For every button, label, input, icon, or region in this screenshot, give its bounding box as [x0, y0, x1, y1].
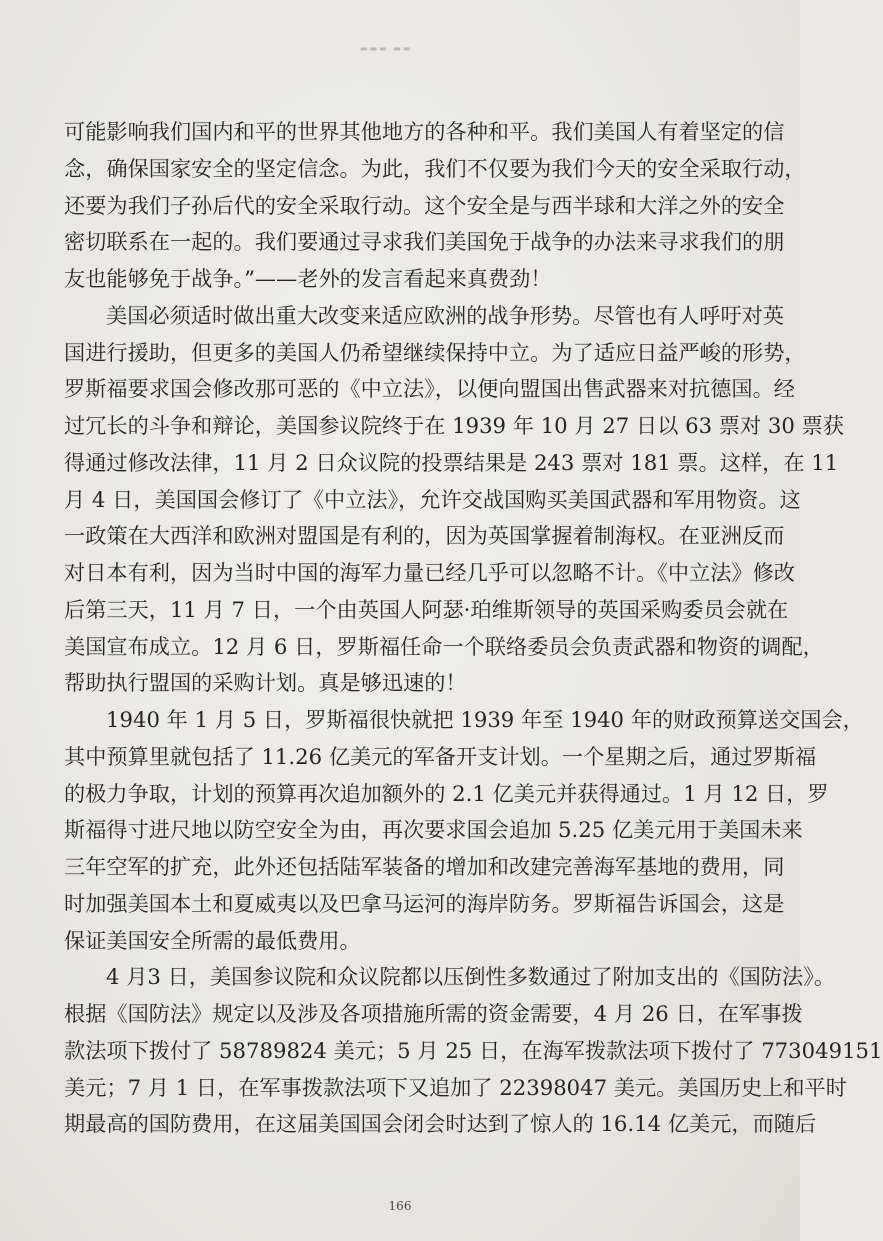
text-line: 得通过修改法律，11 月 2 日众议院的投票结果是 243 票对 181 票。这样，在 11: [64, 449, 839, 475]
running-head-faint: ▬▬▬ ▬▬: [360, 44, 413, 53]
text-line: 友也能够免于战争。”——老外的发言看起来真费劲！: [64, 266, 552, 291]
text-line: 三年空军的扩充，此外还包括陆军装备的增加和改建完善海军基地的费用，同: [64, 854, 785, 879]
text-line: 可能影响我们国内和平的世界其他地方的各种和平。我们美国人有着坚定的信: [64, 119, 785, 144]
text-line: 其中预算里就包括了 11.26 亿美元的军备开支计划。一个星期之后，通过罗斯福: [64, 743, 817, 769]
text-line: 罗斯福要求国会修改那可恶的《中立法》，以便向盟国出售武器来对抗德国。经: [64, 376, 795, 402]
text-line: 期最高的国防费用，在这届美国国会闭会时达到了惊人的 16.14 亿美元，而随后: [64, 1111, 817, 1137]
text-line: 的极力争取，计划的预算再次追加额外的 2.1 亿美元并获得通过。1 月 12 日，罗: [64, 780, 829, 806]
text-line: 款法项下拨付了 58789824 美元；5 月 25 日，在海军拨款法项下拨付了 773049151: [64, 1037, 883, 1063]
text-line: 时加强美国本土和夏威夷以及巴拿马运河的海岸防务。罗斯福告诉国会，这是: [64, 890, 785, 916]
paragraph-first-line: 美国必须适时做出重大改变来适应欧洲的战争形势。尽管也有人呼吁对英: [106, 302, 785, 328]
page-number: 166: [388, 1199, 412, 1213]
text-line: 还要为我们子孙后代的安全采取行动。这个安全是与西半球和大洋之外的安全: [64, 192, 785, 218]
text-line: 后第三天，11 月 7 日，一个由英国人阿瑟·珀维斯领导的英国采购委员会就在: [64, 596, 789, 622]
text-line: 一政策在大西洋和欧洲对盟国是有利的，因为英国掌握着制海权。在亚洲反而: [64, 523, 785, 549]
text-line: 国进行援助，但更多的美国人仍希望继续保持中立。为了适应日益严峻的形势，: [64, 339, 806, 365]
body-text: [64, 114, 883, 1143]
text-line: 月 4 日，美国国会修订了《中立法》，允许交战国购买美国武器和军用物资。这: [64, 486, 801, 512]
text-line: 对日本有利，因为当时中国的海军力量已经几乎可以忽略不计。《中立法》修改: [64, 560, 795, 585]
text-line: 念，确保国家安全的坚定信念。为此，我们不仅要为我们今天的安全采取行动，: [64, 155, 806, 181]
text-line: 密切联系在一起的。我们要通过寻求我们美国免于战争的办法来寻求我们的朋: [64, 229, 785, 255]
text-line: 过冗长的斗争和辩论，美国参议院终于在 1939 年 10 月 27 日以 63 票对 30 票获: [64, 413, 844, 438]
text-line: 保证美国安全所需的最低费用。: [64, 927, 361, 953]
text-line: 根据《国防法》规定以及涉及各项措施所需的资金需要，4 月 26 日，在军事拨: [64, 1001, 803, 1026]
text-line: 斯福得寸进尺地以防空安全为由，再次要求国会追加 5.25 亿美元用于美国未来: [64, 817, 803, 843]
text-line: 帮助执行盟国的采购计划。真是够迅速的！: [64, 670, 467, 696]
text-line: 美元；7 月 1 日，在军事拨款法项下又追加了 22398047 美元。美国历史上和平时: [64, 1074, 847, 1100]
paragraph-first-line: 4 月3 日，美国参议院和众议院都以压倒性多数通过了附加支出的《国防法》。: [106, 964, 836, 990]
paragraph-first-line: 1940 年 1 月 5 日，罗斯福很快就把 1939 年至 1940 年的财政预算送交国会，: [106, 707, 864, 732]
text-line: 美国宣布成立。12 月 6 日，罗斯福任命一个联络委员会负责武器和物资的调配，: [64, 633, 824, 659]
